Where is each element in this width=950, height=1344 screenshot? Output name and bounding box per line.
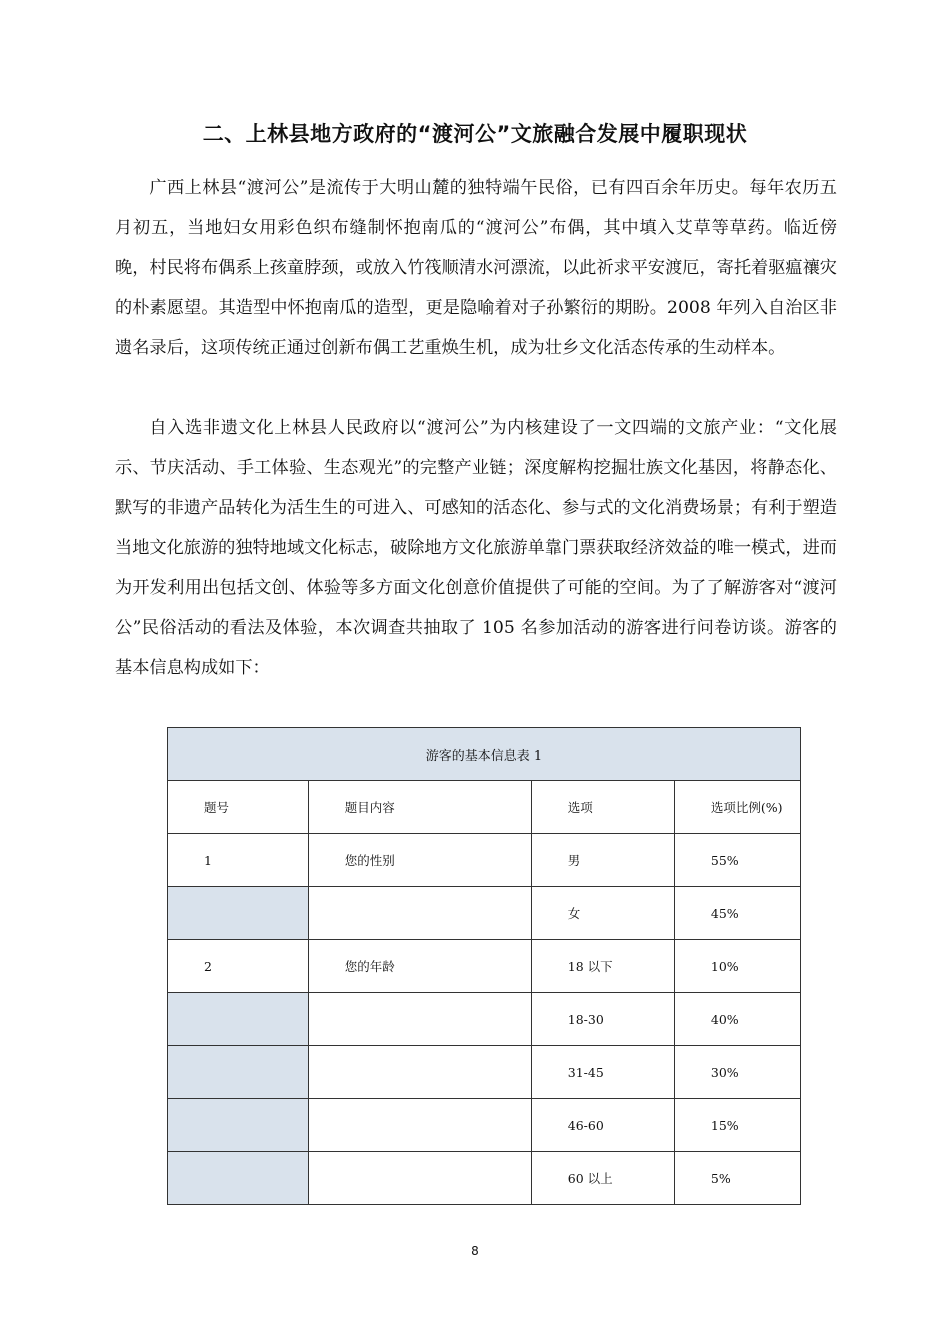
cell-number (168, 993, 309, 1046)
cell-number (168, 1046, 309, 1099)
cell-question (308, 887, 531, 940)
cell-ratio: 30% (674, 1046, 800, 1099)
table-header-row (168, 781, 801, 834)
header-number: 题号 (168, 781, 309, 834)
cell-number: 2 (168, 940, 309, 993)
cell-question (308, 993, 531, 1046)
cell-ratio: 10% (674, 940, 800, 993)
header-option: 选项 (531, 781, 674, 834)
cell-option: 男 (531, 834, 674, 887)
table-row (168, 993, 801, 1046)
paragraph-intro: 广西上林县“渡河公”是流传于大明山麓的独特端午民俗，已有四百余年历史。每年农历五月初五，当地妇女用彩色织布缝制怀抱南瓜的“渡河公”布偶，其中填入艾草等草药。临近傍晚，村民将布偶系上孩童脖颈，或放入竹筏顺清水河漂流，以此祈求平安渡厄，寄托着驱瘟禳灾的朴素愿望。其造型中怀抱南瓜的造型，更是隐喻着对子孙繁衍的期盼。2008 年列入自治区非遗名录后，这项传统正通过创新布偶工艺重焕生机，成为壮乡文化活态传承的生动样本。 (115, 178, 837, 358)
visitor-info-table (167, 727, 801, 1205)
table-row (168, 1152, 801, 1205)
page-number: 8 (471, 1244, 479, 1258)
table-row (168, 834, 801, 887)
cell-number: 1 (168, 834, 309, 887)
section-heading: 二、上林县地方政府的“渡河公”文旅融合发展中履职现状 (202, 122, 748, 146)
table-row (168, 887, 801, 940)
cell-option: 女 (531, 887, 674, 940)
table-row (168, 1046, 801, 1099)
cell-option: 18 以下 (531, 940, 674, 993)
cell-ratio: 40% (674, 993, 800, 1046)
cell-option: 31-45 (531, 1046, 674, 1099)
cell-ratio: 15% (674, 1099, 800, 1152)
cell-option: 18-30 (531, 993, 674, 1046)
cell-question: 您的性别 (308, 834, 531, 887)
table-row (168, 940, 801, 993)
paragraph-survey: 自入选非遗文化上林县人民政府以“渡河公”为内核建设了一文四端的文旅产业：“文化展示、节庆活动、手工体验、生态观光”的完整产业链；深度解构挖掘壮族文化基因，将静态化、默写的非遗产品转化为活生生的可进入、可感知的活态化、参与式的文化消费场景；有利于塑造当地文化旅游的独特地域文化标志，破除地方文化旅游单靠门票获取经济效益的唯一模式，进而为开发利用出包括文创、体验等多方面文化创意价值提供了可能的空间。为了了解游客对“渡河公”民俗活动的看法及体验，本次调查共抽取了 105 名参加活动的游客进行问卷访谈。游客的基本信息构成如下： (115, 418, 837, 678)
cell-number (168, 887, 309, 940)
table-caption-row (168, 728, 801, 781)
cell-option: 46-60 (531, 1099, 674, 1152)
cell-ratio: 45% (674, 887, 800, 940)
cell-number (168, 1099, 309, 1152)
cell-ratio: 5% (674, 1152, 800, 1205)
cell-option: 60 以上 (531, 1152, 674, 1205)
table-row (168, 1099, 801, 1152)
cell-ratio: 55% (674, 834, 800, 887)
cell-number (168, 1152, 309, 1205)
header-question: 题目内容 (308, 781, 531, 834)
table-caption: 游客的基本信息表 1 (168, 728, 801, 781)
header-ratio: 选项比例(%) (674, 781, 800, 834)
cell-question (308, 1046, 531, 1099)
cell-question (308, 1099, 531, 1152)
cell-question (308, 1152, 531, 1205)
cell-question: 您的年龄 (308, 940, 531, 993)
